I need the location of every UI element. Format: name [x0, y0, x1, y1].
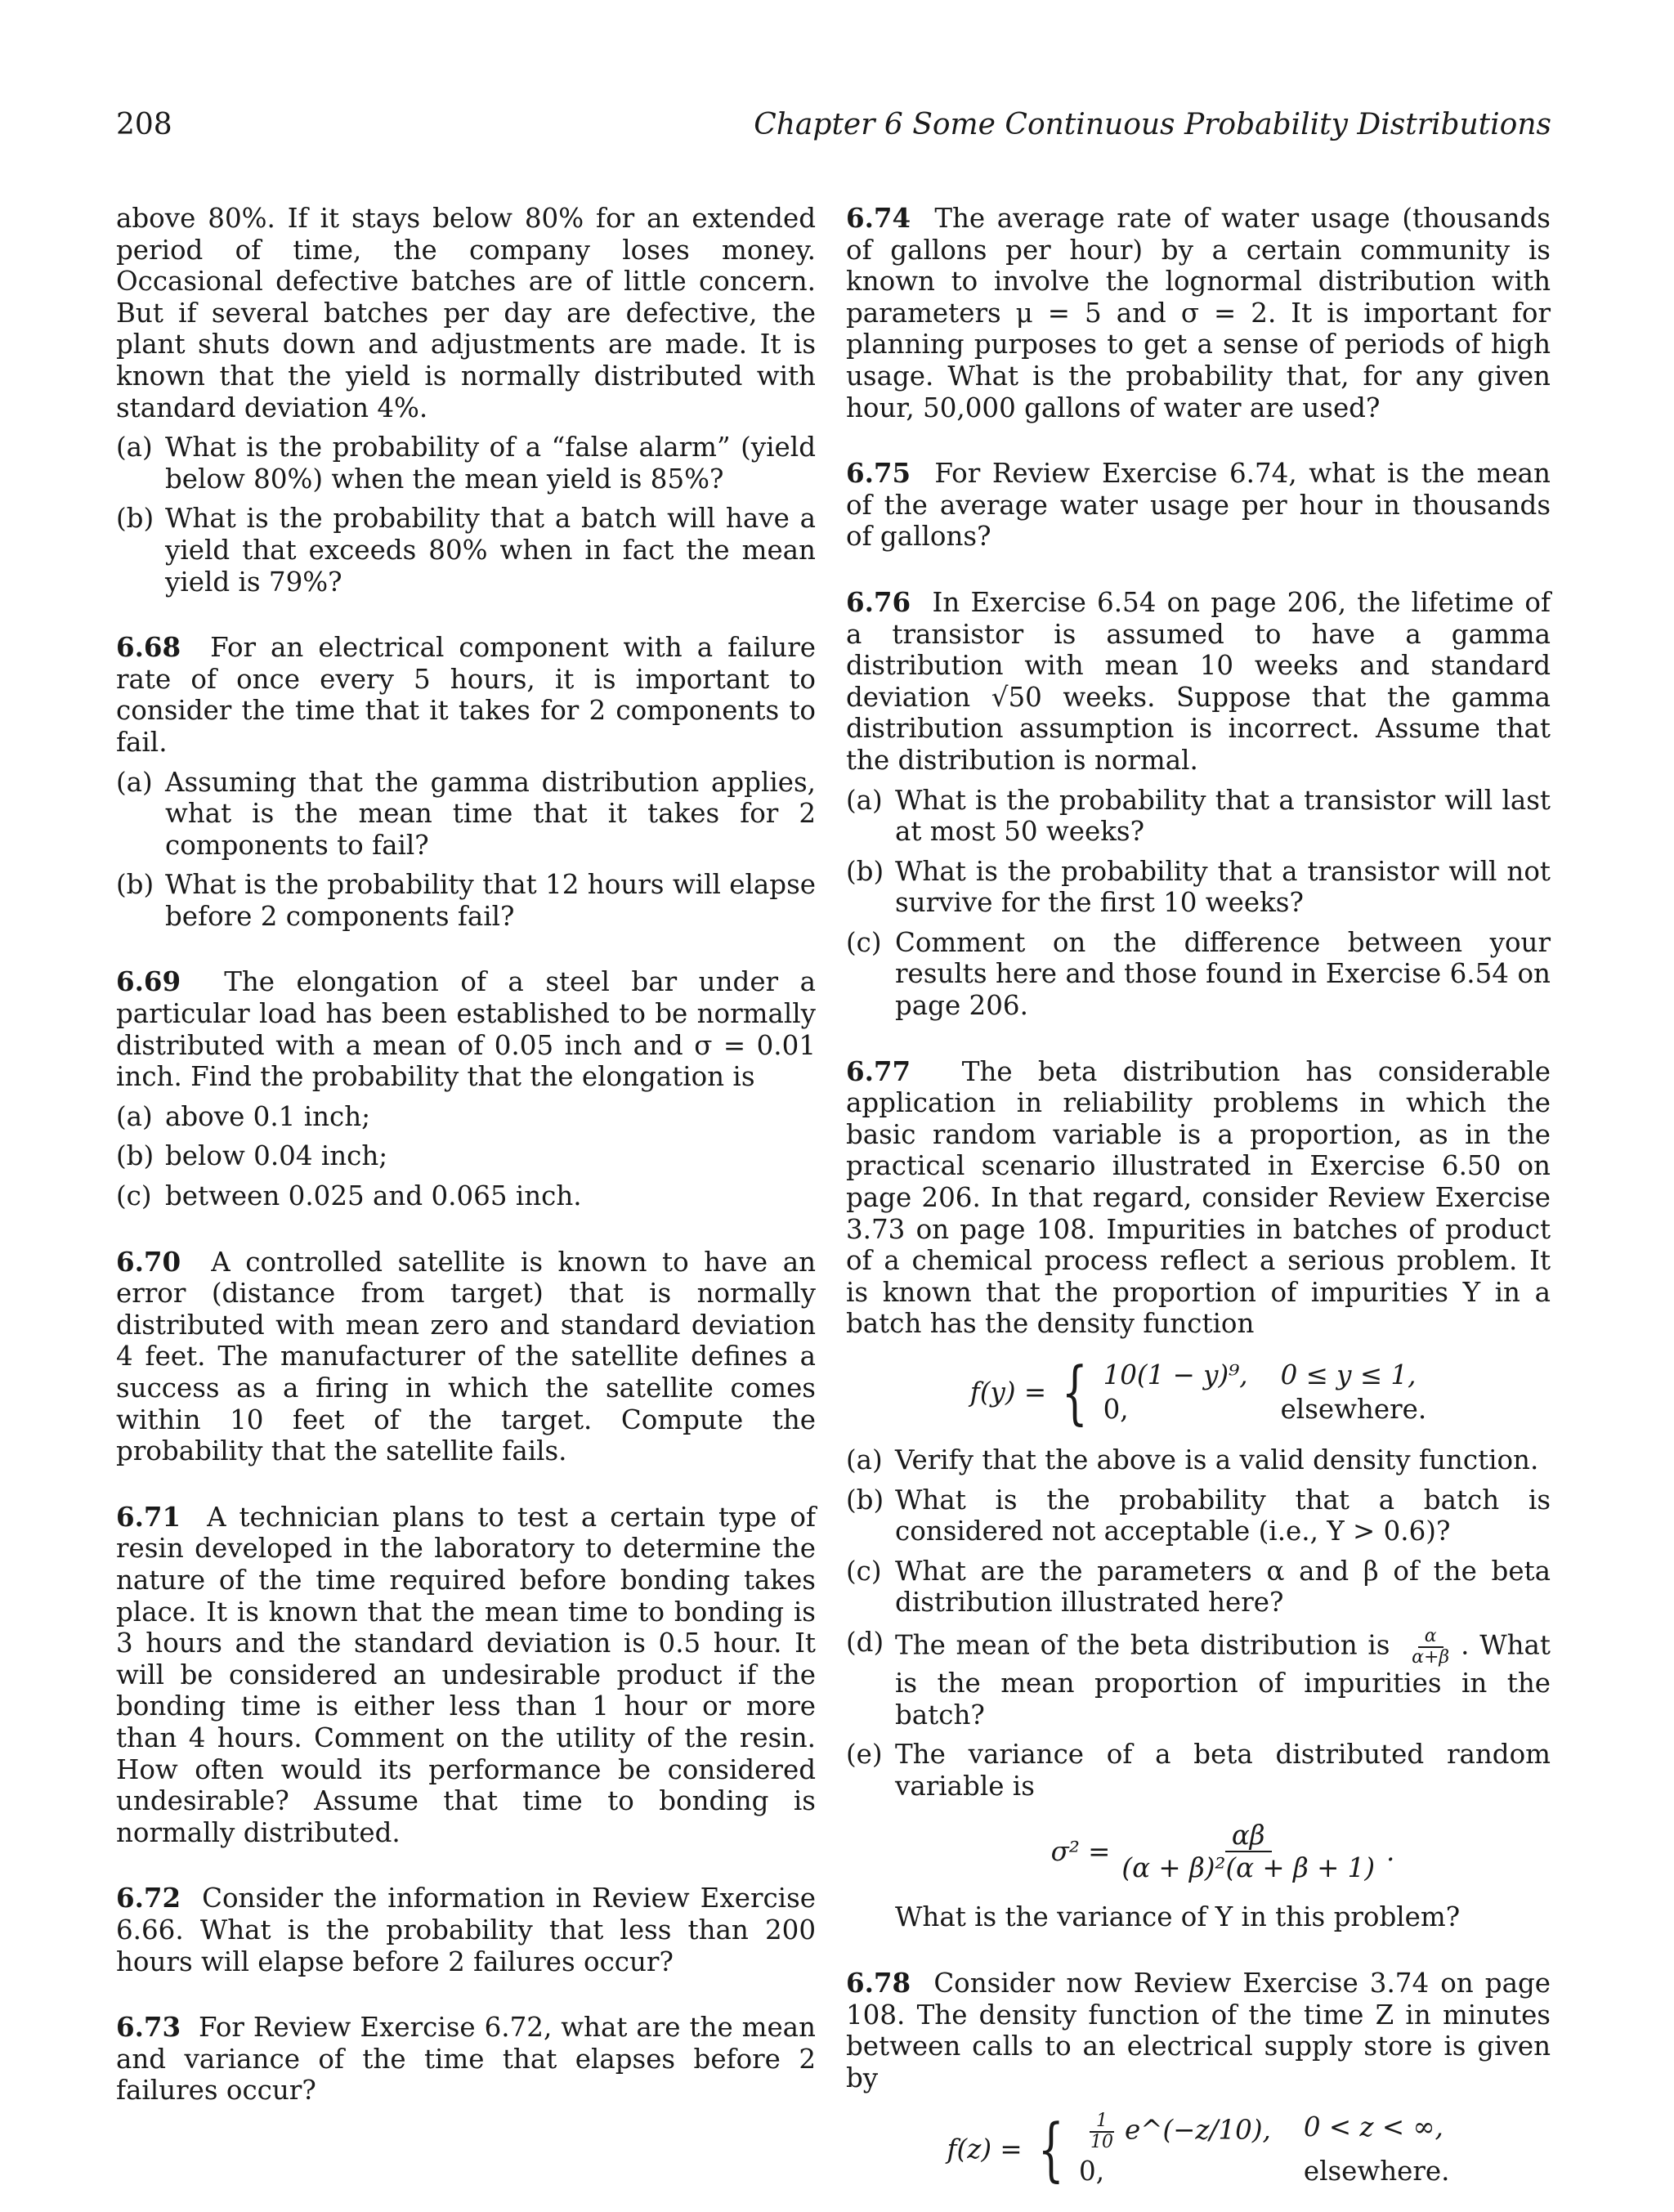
variance-fraction: [1115, 1820, 1381, 1883]
case-condition: elsewhere.: [1303, 2156, 1450, 2187]
exercise-part-a: [116, 432, 816, 495]
exercise-part-e: [846, 1739, 1551, 1933]
part-text: between 0.025 and 0.065 inch.: [165, 1180, 582, 1212]
exercise-part-a: [116, 1101, 816, 1133]
exercise-number: 6.78: [846, 1966, 911, 1999]
part-label: (b): [116, 869, 154, 901]
exercise-part-a: [116, 767, 816, 862]
part-text: Comment on the difference between your results here and those found in Exercise 6.54 on page 206.: [895, 926, 1551, 1022]
exercise-part-a: [846, 785, 1551, 848]
exercise-6-68: [116, 632, 816, 932]
exercise-part-b: [116, 869, 816, 932]
part-text: Verify that the above is a valid density function.: [895, 1444, 1539, 1475]
exercise-text: The average rate of water usage (thousands of gallons per hour) by a certain community is known to involve the lognormal distribution with parameters μ = 5 and σ = 2. It is important for planning purposes to get a sense of periods of high usage. What is the probability that, for any given hour, 50,000 gallons of water are used?: [846, 203, 1551, 423]
exercise-6-73: [116, 2012, 816, 2107]
part-text: What is the probability that 12 hours will elapse before 2 components fail?: [165, 869, 816, 932]
equation-cases: [1103, 1359, 1427, 1425]
page-header: [116, 108, 1551, 157]
part-text: What is the probability of a “false alarm” (yield below 80%) when the mean yield is 85%?: [165, 432, 816, 495]
exercise-number: 6.75: [846, 457, 911, 490]
part-label: (a): [116, 432, 153, 463]
part-text: What is the probability that a batch is considered not acceptable (i.e., Y > 0.6)?: [895, 1484, 1551, 1547]
part-text: What is the probability that a batch will have a yield that exceeds 80% when in fact the mean yield is 79%?: [165, 503, 816, 598]
exercise-text: above 80%. If it stays below 80% for an extended period of time, the company loses money. Occasional defective batches are of little concern. But if several batches per day are defective, the plant shuts down and adjustments are made. It is known that the yield is normally distributed with standard deviation 4%.: [116, 203, 816, 423]
exercise-6-67-continued: [116, 203, 816, 598]
exercise-6-70: [116, 1247, 816, 1467]
mean-fraction: [1405, 1627, 1456, 1668]
exercise-part-d: [846, 1627, 1551, 1731]
equation-cases: [1079, 2111, 1449, 2187]
exercise-number: 6.77: [846, 1055, 911, 1087]
case-expression: 0,: [1079, 2156, 1105, 2187]
part-text: Assuming that the gamma distribution applies, what is the mean time that it takes for 2 components to fail?: [165, 766, 816, 861]
case-condition: 0 ≤ y ≤ 1,: [1280, 1359, 1417, 1390]
exercise-6-72: [116, 1883, 816, 1977]
exercise-6-77: [846, 1056, 1551, 1933]
case-fraction: [1084, 2111, 1120, 2152]
part-label: (c): [846, 1555, 882, 1587]
exercise-text: For Review Exercise 6.74, what is the mean of the average water usage per hour in thousands of gallons?: [846, 458, 1551, 553]
left-brace: {: [1037, 2109, 1064, 2190]
running-head: Chapter 6 Some Continuous Probability Distributions: [754, 108, 1551, 141]
exercise-number: 6.71: [116, 1500, 181, 1533]
exercise-text: A technician plans to test a certain type of resin developed in the laboratory to determine the nature of the time required before bonding takes place. It is known that the mean time to bonding is 3 hours and the standard deviation is 0.5 hour. It will be considered an undesirable product if the bonding time is either less than 1 hour or more than 4 hours. Comment on the utility of the resin. How often would its performance be considered undesirable? Assume that time to bonding is normally distributed.: [116, 1501, 816, 1848]
part-label: (b): [846, 855, 884, 887]
part-label: (b): [116, 1140, 154, 1172]
exercise-text: In Exercise 6.54 on page 206, the lifetime of a transistor is assumed to have a gamma distribution with mean 10 weeks and standard deviation √50 weeks. Suppose that the gamma distribution assumption is incorrect. Assume that the distribution is normal.: [846, 586, 1551, 776]
exercise-text: Consider the information in Review Exercise 6.66. What is the probability that less than 200 hours will elapse before 2 failures occur?: [116, 1883, 816, 1977]
part-text-continued: . What is the mean proportion of impurities in the batch?: [895, 1629, 1551, 1731]
part-label: (d): [846, 1626, 884, 1658]
exercise-text: Consider now Review Exercise 3.74 on page 108. The density function of the time Z in minutes between calls to an electrical supply store is given by: [846, 1967, 1551, 2093]
exercise-number: 6.72: [116, 1882, 181, 1914]
part-text: below 0.04 inch;: [165, 1140, 388, 1172]
left-brace: {: [1061, 1352, 1088, 1432]
part-text-after: What is the variance of Y in this problem?: [895, 1901, 1461, 1933]
part-label: (c): [846, 926, 882, 958]
exercise-6-75: [846, 458, 1551, 553]
exercise-6-78: [846, 1966, 1551, 2190]
exercise-part-c: [846, 927, 1551, 1022]
part-text: What is the probability that a transistor will not survive for the first 10 weeks?: [895, 855, 1551, 919]
equation-lhs: f(y) =: [969, 1377, 1047, 1408]
fraction-denominator: 10: [1090, 2132, 1114, 2153]
equation-lhs: f(z) =: [947, 2134, 1023, 2165]
part-label: (a): [116, 1100, 153, 1132]
exercise-number: 6.68: [116, 631, 181, 664]
page-number: 208: [116, 108, 172, 141]
part-text: What is the probability that a transistor will last at most 50 weeks?: [895, 784, 1551, 848]
fraction-numerator: αβ: [1225, 1820, 1272, 1852]
exercise-number: 6.74: [846, 202, 911, 234]
exercise-part-b: [846, 856, 1551, 919]
fraction-numerator: 1: [1090, 2111, 1114, 2133]
exercise-number: 6.73: [116, 2011, 181, 2044]
case-expression: 10(1 − y)⁹,: [1103, 1359, 1248, 1390]
part-text: The mean of the beta distribution is: [895, 1629, 1390, 1661]
part-label: (a): [116, 766, 153, 798]
fraction-numerator: α: [1418, 1627, 1443, 1648]
exercise-6-69: [116, 966, 816, 1211]
exercise-part-c: [846, 1556, 1551, 1619]
part-text: What are the parameters α and β of the beta distribution illustrated here?: [895, 1555, 1551, 1619]
exercise-6-76: [846, 587, 1551, 1022]
equation-lhs: σ² =: [1050, 1836, 1111, 1868]
right-column: [846, 203, 1551, 2205]
case-condition: 0 < z < ∞,: [1303, 2111, 1443, 2143]
part-label: (a): [846, 1444, 883, 1475]
exercise-part-b: [116, 503, 816, 598]
case-expression: 0,: [1103, 1394, 1129, 1425]
fraction-denominator: α+β: [1412, 1646, 1450, 1668]
exercise-6-71: [116, 1502, 816, 1849]
case-expression: [1079, 2111, 1271, 2152]
case-exponential: e^(−z/10),: [1125, 2114, 1271, 2146]
fraction-denominator: (α + β)²(α + β + 1): [1121, 1852, 1375, 1884]
case-condition: elsewhere.: [1280, 1394, 1427, 1425]
part-label: (c): [116, 1180, 152, 1212]
part-text: above 0.1 inch;: [165, 1100, 371, 1132]
density-equation-z: [846, 2109, 1551, 2190]
density-equation-y: [846, 1352, 1551, 1432]
exercise-text: A controlled satellite is known to have an error (distance from target) that is normally distributed with mean zero and standard deviation 4 feet. The manufacturer of the satellite defines a success as a firing in which the satellite comes within 10 feet of the target. Compute the probability that the satellite fails.: [116, 1246, 816, 1467]
exercise-text: For Review Exercise 6.72, what are the mean and variance of the time that elapses before 2 failures occur?: [116, 2012, 816, 2107]
exercise-part-b: [846, 1484, 1551, 1547]
exercise-text: The elongation of a steel bar under a particular load has been established to be normally distributed with a mean of 0.05 inch and σ = 0.01 inch. Find the probability that the elongation is: [116, 966, 816, 1093]
exercise-number: 6.69: [116, 965, 181, 998]
equation-end: .: [1386, 1836, 1395, 1868]
exercise-text: For an electrical component with a failure rate of once every 5 hours, it is important to consider the time that it takes for 2 components to fail.: [116, 632, 816, 758]
exercise-text: The beta distribution has considerable application in reliability problems in which the basic random variable is a proportion, as in the practical scenario illustrated in Exercise 6.50 on page 206. In that regard, consider Review Exercise 3.73 on page 108. Impurities in batches of product of a chemical process reflect a serious problem. It is known that the proportion of impurities Y in a batch has the density function: [846, 1055, 1551, 1340]
variance-equation: [895, 1820, 1551, 1883]
part-label: (b): [116, 503, 154, 535]
exercise-number: 6.70: [116, 1245, 181, 1278]
exercise-6-74: [846, 203, 1551, 423]
exercise-part-c: [116, 1180, 816, 1212]
part-label: (a): [846, 784, 883, 816]
part-text: The variance of a beta distributed random variable is: [895, 1739, 1551, 1802]
exercise-part-b: [116, 1140, 816, 1172]
exercise-number: 6.76: [846, 585, 911, 618]
left-column: [116, 203, 816, 2107]
part-label: (e): [846, 1739, 883, 1771]
exercise-part-a: [846, 1444, 1551, 1476]
part-label: (b): [846, 1484, 884, 1516]
